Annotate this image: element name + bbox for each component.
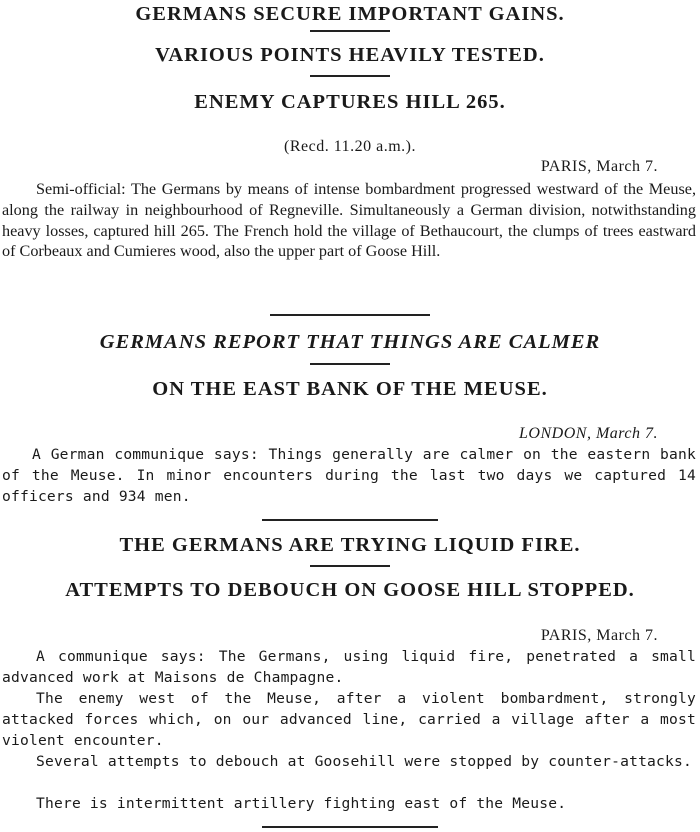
- section-divider: [262, 519, 438, 521]
- article-body-paragraph: Several attempts to debouch at Goosehill were stopped by counter-attacks.: [36, 753, 692, 770]
- article-body-paragraph: A communique says: The Germans, using liquid fire, penetrated a small advanced work at Maisons de Champagne.: [2, 648, 696, 686]
- headline-goose-hill-stopped: ATTEMPTS TO DEBOUCH ON GOOSE HILL STOPPED.: [65, 579, 635, 601]
- article-body-paragraph: There is intermittent artillery fighting east of the Meuse.: [36, 795, 567, 812]
- headline-germans-report-calmer: GERMANS REPORT THAT THINGS ARE CALMER: [99, 331, 601, 353]
- article-body-paragraph: The enemy west of the Meuse, after a violent bombardment, strongly attacked forces which, on our advanced line, carried a village after a most violent encounter.: [2, 690, 696, 749]
- dateline-paris: PARIS, March 7.: [540, 627, 658, 644]
- headline-east-bank-meuse: ON THE EAST BANK OF THE MEUSE.: [152, 378, 548, 400]
- headline-liquid-fire: THE GERMANS ARE TRYING LIQUID FIRE.: [119, 534, 581, 556]
- section-divider: [270, 314, 430, 316]
- headline-various-points: VARIOUS POINTS HEAVILY TESTED.: [155, 44, 545, 66]
- article-body-paragraph: A German communique says: Things generally are calmer on the eastern bank of the Meuse. In minor encounters during the last two days we captured 14 officers and 934 men.: [2, 446, 696, 505]
- headline-enemy-captures-hill: ENEMY CAPTURES HILL 265.: [194, 91, 506, 113]
- headline-rule: [310, 565, 390, 567]
- section-divider: [262, 826, 438, 828]
- headline-rule: [310, 363, 390, 365]
- headline-rule: [310, 75, 390, 77]
- dateline-london: LONDON, March 7.: [519, 425, 658, 442]
- headline-rule: [310, 30, 390, 32]
- dateline-paris: PARIS, March 7.: [540, 158, 658, 175]
- received-time: (Recd. 11.20 a.m.).: [284, 138, 416, 155]
- article-body-paragraph: Semi-official: The Germans by means of intense bombardment progressed westward of the Meuse, along the railway in neighbourhood of Regneville. Simultaneously a German division, notwithstanding heavy losses, captured hill 265. The French hold the village of Bethaucourt, the clumps of trees eastward of Corbeaux and Cumieres wood, also the upper part of Goose Hill.: [2, 180, 696, 261]
- headline-germans-secure-gains: GERMANS SECURE IMPORTANT GAINS.: [135, 3, 565, 25]
